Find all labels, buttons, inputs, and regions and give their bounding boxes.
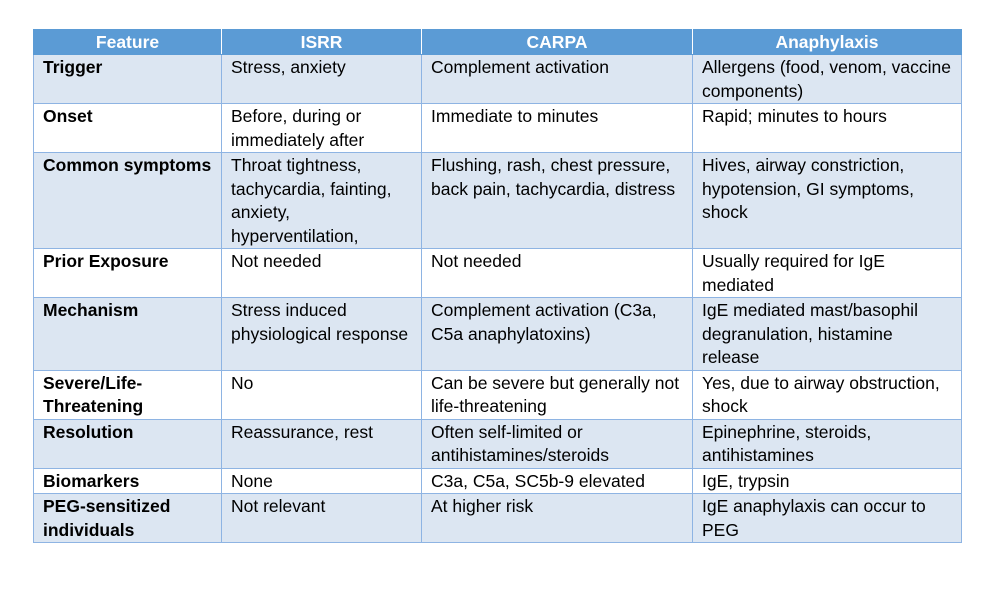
- cell-isrr: None: [222, 468, 422, 494]
- cell-carpa: Complement activation (C3a, C5a anaphylatoxins): [422, 298, 693, 371]
- column-header-isrr: ISRR: [222, 30, 422, 55]
- cell-isrr: Not relevant: [222, 494, 422, 543]
- cell-carpa: Often self-limited or antihistamines/steroids: [422, 419, 693, 468]
- row-feature-label: Onset: [34, 104, 222, 153]
- cell-anaphylaxis: Allergens (food, venom, vaccine components): [693, 55, 962, 104]
- table-row-resolution: [34, 419, 962, 468]
- table-row-peg-sensitized: [34, 494, 962, 543]
- cell-anaphylaxis: IgE anaphylaxis can occur to PEG: [693, 494, 962, 543]
- row-feature-label: Biomarkers: [34, 468, 222, 494]
- table-row-common-symptoms: [34, 153, 962, 249]
- cell-anaphylaxis: IgE, trypsin: [693, 468, 962, 494]
- cell-anaphylaxis: Yes, due to airway obstruction, shock: [693, 370, 962, 419]
- cell-anaphylaxis: Hives, airway constriction, hypotension, GI symptoms, shock: [693, 153, 962, 249]
- cell-isrr: Not needed: [222, 249, 422, 298]
- table-row-prior-exposure: [34, 249, 962, 298]
- table-header-row: [34, 30, 962, 55]
- cell-isrr: Reassurance, rest: [222, 419, 422, 468]
- cell-isrr: No: [222, 370, 422, 419]
- cell-anaphylaxis: Epinephrine, steroids, antihistamines: [693, 419, 962, 468]
- comparison-table-container: [33, 29, 961, 543]
- table-row-biomarkers: [34, 468, 962, 494]
- table-row-trigger: [34, 55, 962, 104]
- cell-isrr: Stress induced physiological response: [222, 298, 422, 371]
- cell-anaphylaxis: IgE mediated mast/basophil degranulation, histamine release: [693, 298, 962, 371]
- comparison-table: [33, 29, 962, 543]
- cell-carpa: Can be severe but generally not life-threatening: [422, 370, 693, 419]
- cell-carpa: Flushing, rash, chest pressure, back pain, tachycardia, distress: [422, 153, 693, 249]
- cell-carpa: At higher risk: [422, 494, 693, 543]
- cell-carpa: Complement activation: [422, 55, 693, 104]
- table-row-onset: [34, 104, 962, 153]
- row-feature-label: Resolution: [34, 419, 222, 468]
- cell-carpa: C3a, C5a, SC5b-9 elevated: [422, 468, 693, 494]
- table-row-mechanism: [34, 298, 962, 371]
- cell-anaphylaxis: Usually required for IgE mediated: [693, 249, 962, 298]
- column-header-anaphylaxis: Anaphylaxis: [693, 30, 962, 55]
- cell-carpa: Immediate to minutes: [422, 104, 693, 153]
- cell-isrr: Throat tightness, tachycardia, fainting, anxiety, hyperventilation,: [222, 153, 422, 249]
- table-row-severe-life-threatening: [34, 370, 962, 419]
- cell-anaphylaxis: Rapid; minutes to hours: [693, 104, 962, 153]
- row-feature-label: Prior Exposure: [34, 249, 222, 298]
- cell-isrr: Before, during or immediately after: [222, 104, 422, 153]
- cell-isrr: Stress, anxiety: [222, 55, 422, 104]
- row-feature-label: Common symptoms: [34, 153, 222, 249]
- row-feature-label: Mechanism: [34, 298, 222, 371]
- row-feature-label: PEG-sensitized individuals: [34, 494, 222, 543]
- column-header-carpa: CARPA: [422, 30, 693, 55]
- row-feature-label: Severe/Life-Threatening: [34, 370, 222, 419]
- row-feature-label: Trigger: [34, 55, 222, 104]
- cell-carpa: Not needed: [422, 249, 693, 298]
- column-header-feature: Feature: [34, 30, 222, 55]
